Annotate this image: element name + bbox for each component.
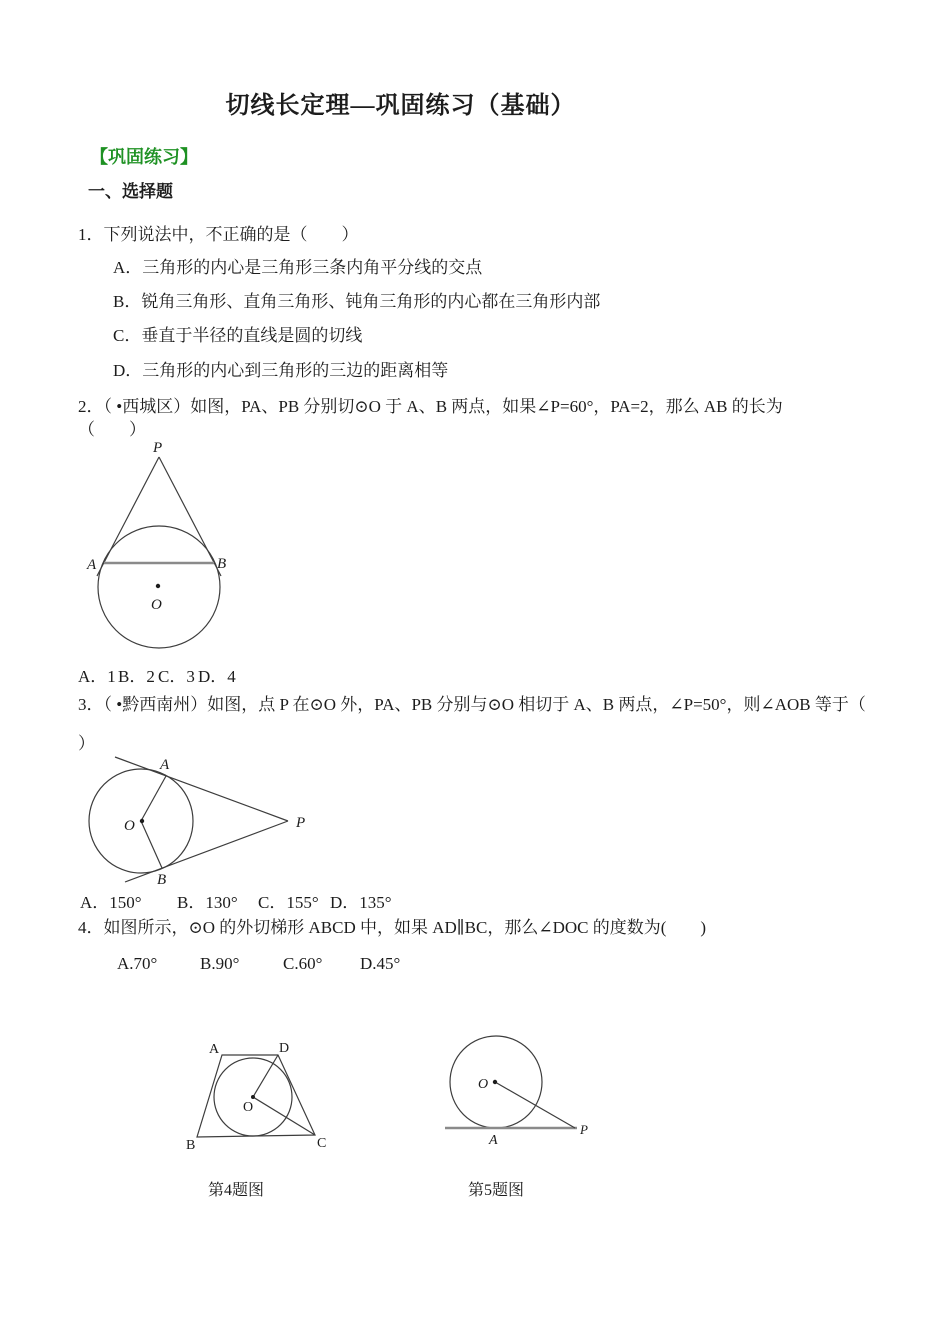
q4-option-b: B.90° <box>200 954 240 973</box>
q2-stem-line1: 2．（ •西城区）如图，PA、PB 分别切⊙O 于 A、B 两点，如果∠P=60°，PA=2，那么 AB 的长为 <box>78 397 783 416</box>
center-point-dot <box>493 1080 497 1084</box>
label-C: C <box>317 1136 327 1151</box>
center-point-dot <box>251 1095 255 1099</box>
label-A: A <box>209 1042 220 1057</box>
q3-stem-line1: 3．（ •黔西南州）如图，点 P 在⊙O 外，PA、PB 分别与⊙O 相切于 A、B 两点，∠P=50°，则∠AOB 等于（ <box>78 695 866 714</box>
figure-q4-caption: 第4题图 <box>208 1182 265 1199</box>
q3-option-a: A．150° <box>80 893 142 912</box>
label-P: P <box>580 1122 588 1137</box>
figure-q5-caption: 第5题图 <box>468 1182 525 1199</box>
label-A: A <box>489 1133 498 1148</box>
q2-option-a: A．1 <box>78 667 116 686</box>
q1-option-d: D．三角形的内心到三角形的三边的距离相等 <box>113 361 449 380</box>
q1-option-a: A．三角形的内心是三角形三条内角平分线的交点 <box>113 258 483 277</box>
center-point-dot <box>156 584 160 588</box>
figure-q4-trapezoid-diagram <box>180 1040 345 1166</box>
q4-option-d: D.45° <box>360 954 401 973</box>
center-point-dot <box>140 819 144 823</box>
label-B: B <box>217 556 227 572</box>
label-A: A <box>87 557 97 573</box>
label-D: D <box>279 1041 290 1056</box>
q3-option-d: D．135° <box>330 893 392 912</box>
figure-q2-tangent-diagram <box>85 437 240 669</box>
part-heading: 一、选择题 <box>88 182 173 201</box>
label-O: O <box>243 1100 254 1115</box>
q3-option-b: B．130° <box>177 893 238 912</box>
q2-option-b: B．2 <box>118 667 155 686</box>
label-P: P <box>296 815 306 831</box>
figure-q3-tangent-diagram <box>60 753 315 895</box>
section-header: 【巩固练习】 <box>90 147 198 167</box>
q1-stem: 1．下列说法中，不正确的是（ ） <box>78 225 359 244</box>
label-O: O <box>151 597 162 613</box>
figure-q5-tangent-line-diagram <box>440 1032 605 1152</box>
label-A: A <box>160 757 170 773</box>
label-O: O <box>124 818 135 834</box>
q3-stem-line2: ） <box>78 734 95 753</box>
q4-stem: 4．如图所示，⊙O 的外切梯形 ABCD 中，如果 AD∥BC，那么∠DOC 的度数为( ) <box>78 918 707 937</box>
q4-option-a: A.70° <box>117 954 158 973</box>
q1-option-c: C．垂直于半径的直线是圆的切线 <box>113 326 363 345</box>
q2-option-c: C．3 <box>158 667 195 686</box>
q1-option-b: B．锐角三角形、直角三角形、钝角三角形的内心都在三角形内部 <box>113 292 601 311</box>
page-title: 切线长定理—巩固练习（基础） <box>225 93 576 119</box>
q2-stem-line2: （ ） <box>78 420 146 439</box>
label-P: P <box>153 440 163 456</box>
q2-option-d: D．4 <box>198 667 236 686</box>
label-B: B <box>157 872 167 888</box>
q4-option-c: C.60° <box>283 954 323 973</box>
label-O: O <box>478 1077 489 1092</box>
q3-option-c: C．155° <box>258 893 319 912</box>
label-B: B <box>186 1138 196 1153</box>
